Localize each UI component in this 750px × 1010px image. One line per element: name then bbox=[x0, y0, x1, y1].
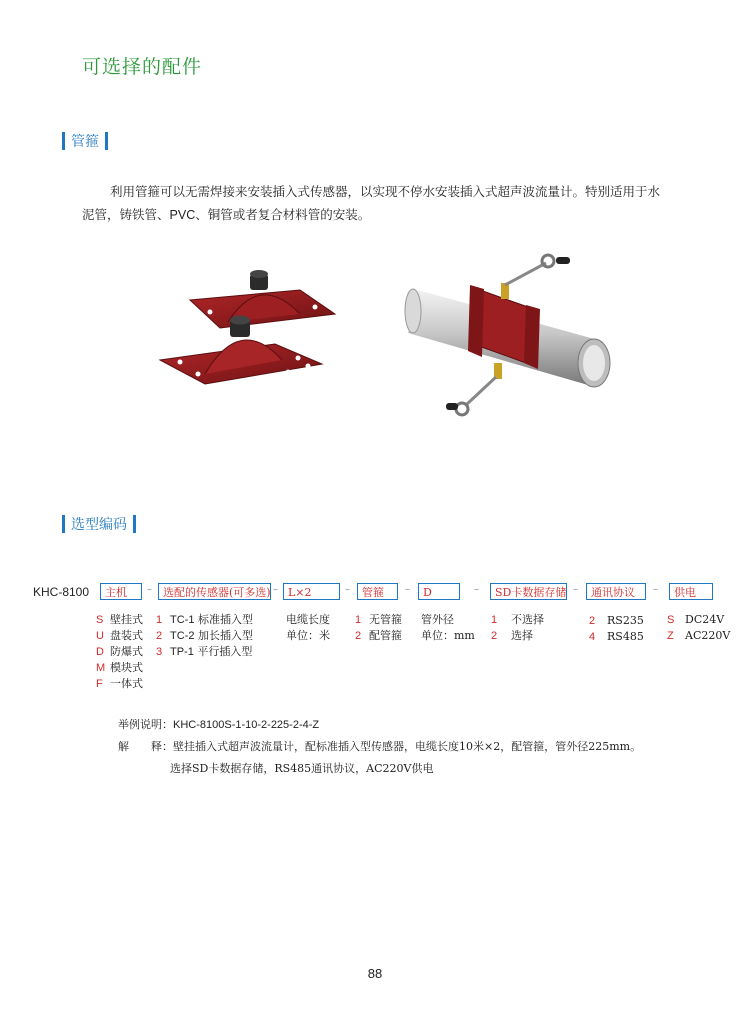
option-row: M 模块式 bbox=[96, 661, 143, 674]
code-separator: – bbox=[653, 584, 658, 595]
option-row: 2 TC-2 加长插入型 bbox=[156, 629, 253, 642]
option-row: U 盘装式 bbox=[96, 629, 143, 642]
model-code: KHC-8100 bbox=[33, 585, 90, 599]
explain-label: 解 释： bbox=[118, 740, 173, 753]
code-box-diameter: D bbox=[418, 583, 460, 600]
option-row: 1 不选择 bbox=[491, 613, 544, 626]
code-separator: – bbox=[405, 584, 410, 595]
option-row: D 防爆式 bbox=[96, 645, 143, 658]
code-box-power: 供电 bbox=[669, 583, 713, 600]
option-row: S 壁挂式 bbox=[96, 613, 143, 626]
clamp-description-pvc: PVC bbox=[169, 208, 196, 222]
option-row: S DC24V bbox=[667, 613, 725, 626]
code-separator: – bbox=[573, 584, 578, 595]
page-title: 可选择的配件 bbox=[82, 56, 203, 78]
explain-text-1: 壁挂插入式超声波流量计，配标准插入型传感器，电缆长度10米×2，配管箍，管外径225mm。 bbox=[173, 740, 642, 753]
code-separator: – bbox=[147, 584, 152, 595]
explain-line bbox=[118, 738, 641, 754]
cable-length-info bbox=[286, 612, 330, 644]
code-separator: – bbox=[345, 584, 350, 595]
power-options bbox=[667, 612, 730, 644]
section-header-code bbox=[62, 514, 136, 534]
cable-line1: 电缆长度 bbox=[286, 613, 330, 626]
example-code: KHC-8100S-1-10-2-225-2-4-Z bbox=[173, 719, 320, 731]
clamp-description-a: 利用管箍可以无需焊接来安装插入式传感器，以实现不停水安装插入式超声波流量计。特别适用于水泥管，铸铁管、 bbox=[82, 184, 661, 222]
explain-text-2: 选择SD卡数据存储，RS485通讯协议，AC220V供电 bbox=[170, 762, 434, 775]
section-bar-left bbox=[62, 515, 65, 533]
option-row: 4 RS485 bbox=[589, 630, 644, 643]
pipe-clamp-image bbox=[398, 245, 638, 430]
code-box-sd: SD卡数据存储 bbox=[490, 583, 567, 600]
clamp-description bbox=[82, 180, 672, 227]
option-row: 2 RS235 bbox=[589, 614, 644, 627]
section-bar-right bbox=[133, 515, 136, 533]
code-box-host: 主机 bbox=[100, 583, 142, 600]
section-bar-right bbox=[105, 132, 108, 150]
code-box-sensor: 选配的传感器(可多选) bbox=[158, 583, 271, 600]
sd-options bbox=[491, 612, 544, 644]
option-row: 2 配管箍 bbox=[355, 629, 402, 642]
section-label-clamp: 管箍 bbox=[71, 134, 99, 150]
sensor-options bbox=[156, 612, 253, 660]
option-row: 3 TP-1 平行插入型 bbox=[156, 645, 253, 658]
option-row: 1 TC-1 标准插入型 bbox=[156, 613, 253, 626]
example-line bbox=[118, 716, 319, 732]
section-label-code: 选型编码 bbox=[71, 517, 127, 533]
option-row: F 一体式 bbox=[96, 677, 143, 690]
option-row: Z AC220V bbox=[667, 629, 731, 642]
page-number: 88 bbox=[367, 966, 383, 981]
code-separator: – bbox=[273, 584, 278, 595]
code-separator: – bbox=[474, 584, 479, 595]
option-row: 2 选择 bbox=[491, 629, 533, 642]
comm-options bbox=[589, 613, 644, 645]
diameter-line2: 单位：mm bbox=[421, 629, 475, 642]
section-header-clamp bbox=[62, 131, 108, 151]
cable-line2: 单位：米 bbox=[286, 629, 330, 642]
clamp-description-b: 、铜管或者复合材料管的安装。 bbox=[195, 207, 371, 222]
code-box-comm: 通讯协议 bbox=[586, 583, 646, 600]
diameter-info bbox=[421, 612, 475, 644]
option-row: 1 无管箍 bbox=[355, 613, 402, 626]
clamp-options bbox=[355, 612, 402, 644]
code-box-clamp: 管箍 bbox=[357, 583, 398, 600]
diameter-line1: 管外径 bbox=[421, 613, 454, 626]
code-box-cable: L×2 bbox=[283, 583, 340, 600]
example-label: 举例说明： bbox=[118, 718, 173, 731]
clamp-halves-image bbox=[150, 262, 350, 392]
host-options bbox=[96, 612, 143, 692]
section-bar-left bbox=[62, 132, 65, 150]
